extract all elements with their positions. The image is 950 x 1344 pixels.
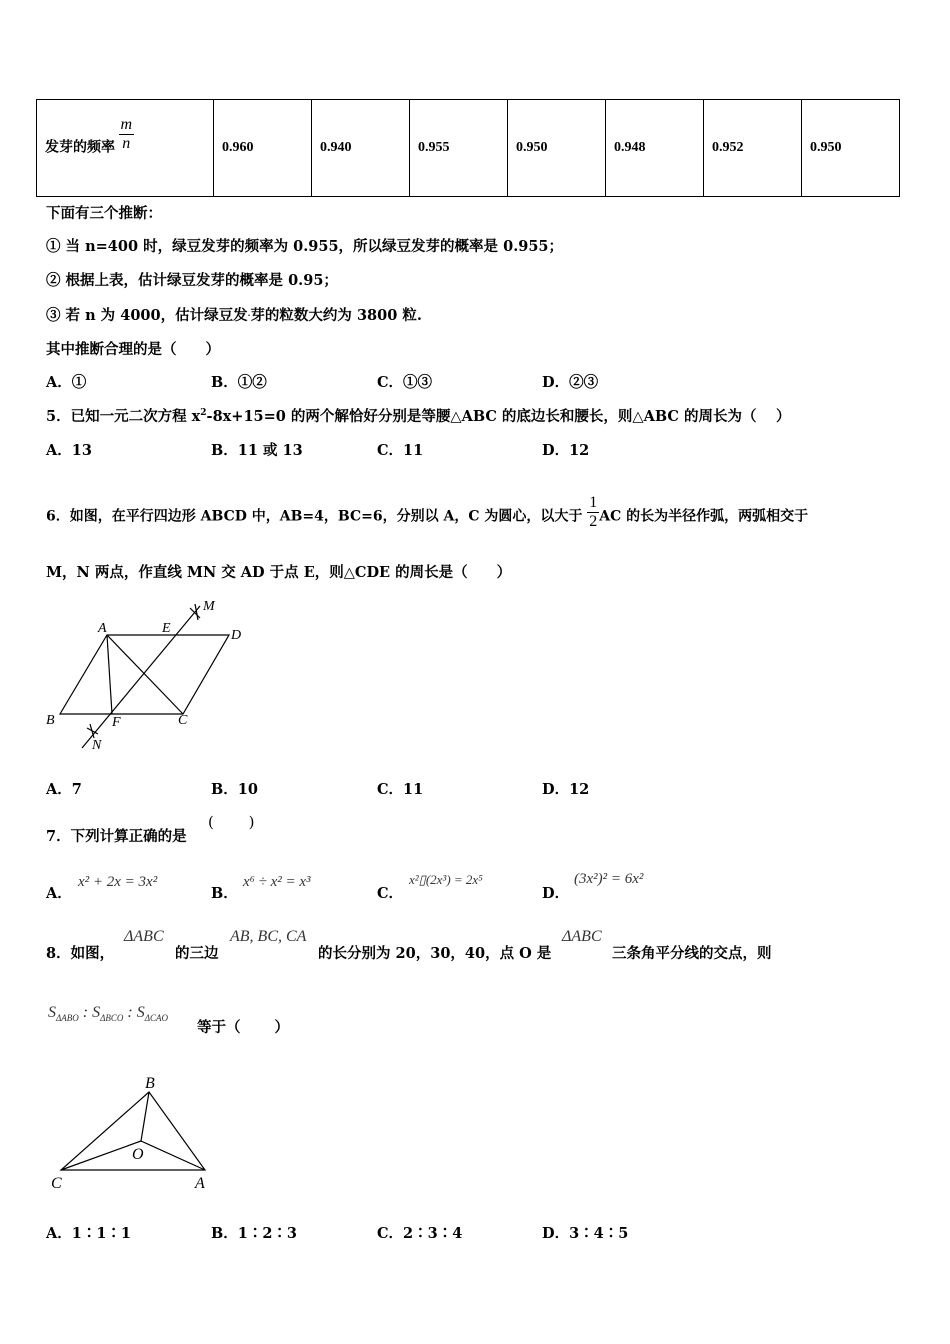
q6-option-c: C．11 [377,781,424,798]
q6-line2: M，N 两点，作直线 MN 交 AD 于点 E，则△CDE 的周长是（ ） [46,564,512,581]
q7-paren: ( ) [208,813,255,831]
segment-ao [141,1141,205,1170]
q8-sides: AB, BC, CA [230,928,307,945]
frac-one-half [587,494,599,531]
row-label-cell [37,100,214,197]
q6-option-b: B．10 [211,781,258,798]
area-sub-1: ΔABO [56,1013,79,1024]
area-sub-3: ΔCAO [144,1013,169,1024]
q8-triangle-2: ΔABC [562,928,602,945]
q5-stem-a: 5．已知一元二次方程 x [46,408,201,425]
row-label: 发芽的频率 [45,140,115,156]
q5-option-c: C．11 [377,442,424,459]
table-row [37,100,900,197]
q8-stem-a: 8．如图， [46,945,115,962]
label-a: A [195,1175,205,1192]
diagonal-ac [107,635,183,714]
area-s-3: S [136,1004,145,1021]
triangle-figure [44,1070,224,1195]
q8-option-d: D．3∶4∶5 [542,1225,629,1242]
q4-option-d: D．②③ [542,374,599,391]
frac-numerator: m [120,115,133,133]
inference-3-part-b: 芽的粒数大约为 3800 粒. [250,307,422,324]
ratio-colon: : [78,1004,93,1021]
label-c: C [51,1175,62,1192]
q8-stem-c: 的长分别为 20，30，40，点 O 是 [318,945,552,962]
q7-option-d-math: (3x²)² = 6x² [574,871,644,887]
q5-option-a: A．13 [46,442,92,459]
table-cell: 0.952 [704,100,802,197]
q6-line1 [46,494,809,535]
label-f: F [112,715,121,730]
table-cell: 0.950 [508,100,606,197]
q8-area-ratio [48,1004,168,1023]
q7-option-a-letter: A． [46,885,72,902]
label-d: D [231,628,242,643]
q5-option-b: B．11 或 13 [211,442,303,459]
inference-2: ② 根据上表，估计绿豆发芽的概率是 0.95； [46,272,338,289]
q6-line1-a: 6．如图，在平行四边形 ABCD 中，AB=4，BC=6，分别以 A，C 为圆心，以大于 [46,508,583,525]
q6-option-a: A．7 [46,781,82,798]
q4-option-a: A．① [46,374,87,391]
label-e: E [162,621,171,636]
q8-stem-d: 三条角平分线的交点，则 [612,945,772,962]
q7-option-a-math: x² + 2x = 3x² [78,874,158,890]
table-cell: 0.955 [410,100,508,197]
intro-text: 下面有三个推断： [46,205,162,222]
label-o: O [132,1146,144,1163]
label-n: N [92,738,102,753]
area-s-1: S [48,1004,56,1021]
table-cell: 0.948 [606,100,704,197]
area-s-2: S [92,1004,101,1021]
inference-1: ① 当 n=400 时，绿豆发芽的频率为 0.955，所以绿豆发芽的概率是 0.955； [46,238,564,255]
label-b: B [145,1075,155,1092]
q8-stem-e: 等于（ ） [197,1019,290,1036]
label-m: M [203,599,215,614]
frac-numerator: 1 [589,494,598,511]
segment-bo [141,1092,149,1141]
frequency-table [36,99,900,197]
q4-stem: 其中推断合理的是（ ） [46,341,220,358]
q7-option-b-letter: B． [211,885,238,902]
table-cell: 0.960 [214,100,312,197]
segment-af [107,635,112,714]
q8-option-a: A．1∶1∶1 [46,1225,132,1242]
area-sub-2: ΔBCO [100,1013,124,1024]
q7-stem: 7．下列计算正确的是 [46,828,187,845]
q5-sup: 2 [200,408,207,419]
q6-option-d: D．12 [542,781,590,798]
ratio-colon: : [123,1004,137,1021]
frac-denominator: n [122,134,131,152]
label-c: C [178,713,188,728]
q4-option-b: B．①② [211,374,267,391]
segment-co [61,1141,141,1170]
q5-stem-b: -8x+15=0 的两个解恰好分别是等腰△ABC 的底边长和腰长，则△ABC 的周长为（ ） [206,408,791,425]
inference-3: ③ 若 n 为 4000，估计绿豆发·芽的粒数大约为 3800 粒. [46,307,422,324]
frac-m-over-n [119,116,135,153]
q8-option-c: C．2∶3∶4 [377,1225,463,1242]
table-cell: 0.950 [802,100,900,197]
inference-3-part-a: ③ 若 n 为 4000，估计绿豆发 [46,307,248,324]
q6-line1-b: AC 的长为半径作弧，两弧相交于 [599,508,809,525]
q7-option-c-math: x²▯(2x³) = 2x⁵ [409,872,483,887]
q4-option-c: C．①③ [377,374,433,391]
label-b: B [46,713,55,728]
q8-stem-b: 的三边 [175,945,219,962]
label-a: A [98,621,107,636]
parallelogram-figure [40,594,260,756]
q5-stem [46,405,791,426]
frac-denominator: 2 [589,513,598,530]
q7-option-c-letter: C． [377,885,404,902]
q8-option-b: B．1∶2∶3 [211,1225,298,1242]
q7-option-d-letter: D． [542,885,570,902]
q8-triangle-1: ΔABC [124,928,164,945]
q7-option-b-math: x⁶ ÷ x² = x³ [243,874,311,890]
q5-option-d: D．12 [542,442,590,459]
table-cell: 0.940 [312,100,410,197]
